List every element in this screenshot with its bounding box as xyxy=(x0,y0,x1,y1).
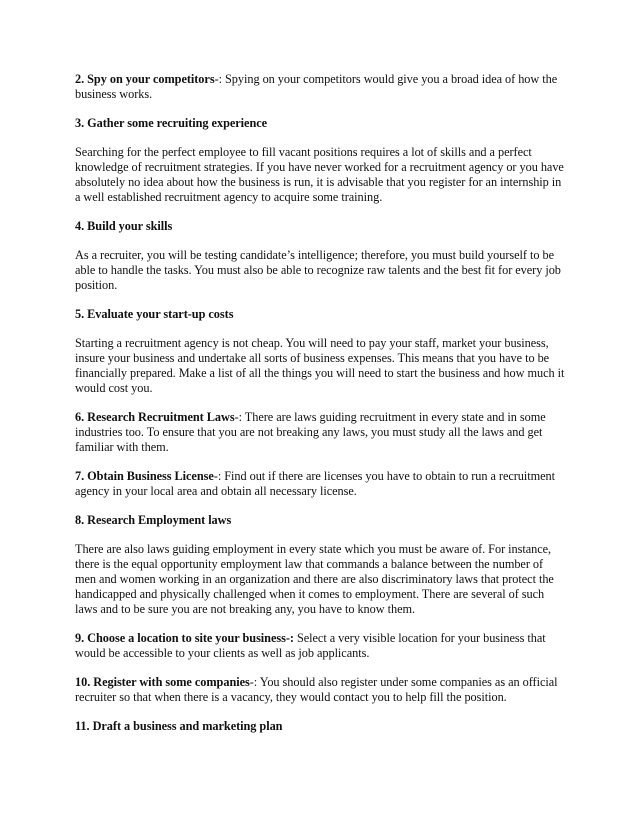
section-9-body: Select a very visible location for your business that would be accessible to your clients as well as job applicants. xyxy=(75,631,546,660)
section-10-title: 10. Register with some companies xyxy=(75,675,250,689)
section-4-body: As a recruiter, you will be testing candidate’s intelligence; therefore, you must build yourself to be able to handle the tasks. You must also be able to recognize raw talents and the best fit for every job position. xyxy=(75,248,561,292)
section-10 xyxy=(75,675,567,705)
section-7-body: Find out if there are licenses you have to obtain to run a recruitment agency in your local area and obtain all necessary license. xyxy=(75,469,556,498)
section-5-body: Starting a recruitment agency is not cheap. You will need to pay your staff, market your business, insure your business and undertake all sorts of business expenses. This means that you have to be financially prepared. Make a list of all the things you will need to start the business and how much it would cost you. xyxy=(75,336,565,395)
section-7 xyxy=(75,469,567,499)
section-3-heading: 3. Gather some recruiting experience xyxy=(75,116,268,130)
section-10-body: You should also register under some companies as an official recruiter so that when there is a vacancy, they would contact you to help fill the position. xyxy=(75,675,558,704)
section-6-title: 6. Research Recruitment Laws xyxy=(75,410,235,424)
section-2 xyxy=(75,72,567,102)
section-10-separator: -: xyxy=(249,675,260,689)
section-6-body: There are laws guiding recruitment in every state and in some industries too. To ensure that you are not breaking any laws, you must study all the laws and get familiar with them. xyxy=(75,410,546,454)
section-7-separator: -: xyxy=(213,469,225,483)
section-6-separator: -: xyxy=(234,410,245,424)
section-4-heading: 4. Build your skills xyxy=(75,219,173,233)
section-2-body: Spying on your competitors would give you a broad idea of how the business works. xyxy=(75,72,558,101)
section-7-title: 7. Obtain Business License xyxy=(75,469,214,483)
section-2-separator: -: xyxy=(214,72,225,86)
section-2-title: 2. Spy on your competitors xyxy=(75,72,215,86)
document-page xyxy=(75,72,567,748)
section-11-heading: 11. Draft a business and marketing plan xyxy=(75,719,283,733)
section-6 xyxy=(75,410,567,455)
section-8-body: There are also laws guiding employment in every state which you must be aware of. For instance, there is the equal opportunity employment law that commands a balance between the number of men and women working in an organization and there are also discriminatory laws that protect the handicapped and physically challenged when it comes to employment. There are several of such laws and to be sure you are not breaking any, you have to know them. xyxy=(75,542,554,616)
section-9-title: 9. Choose a location to site your business-: xyxy=(75,631,297,645)
section-3-body: Searching for the perfect employee to fill vacant positions requires a lot of skills and a perfect knowledge of recruitment strategies. If you have never worked for a recruitment agency or you have absolutely no idea about how the business is run, it is advisable that you register for an internship in a well established recruitment agency to acquire some training. xyxy=(75,145,564,204)
section-9 xyxy=(75,631,567,661)
section-5-heading: 5. Evaluate your start-up costs xyxy=(75,307,234,321)
section-8-heading: 8. Research Employment laws xyxy=(75,513,232,527)
